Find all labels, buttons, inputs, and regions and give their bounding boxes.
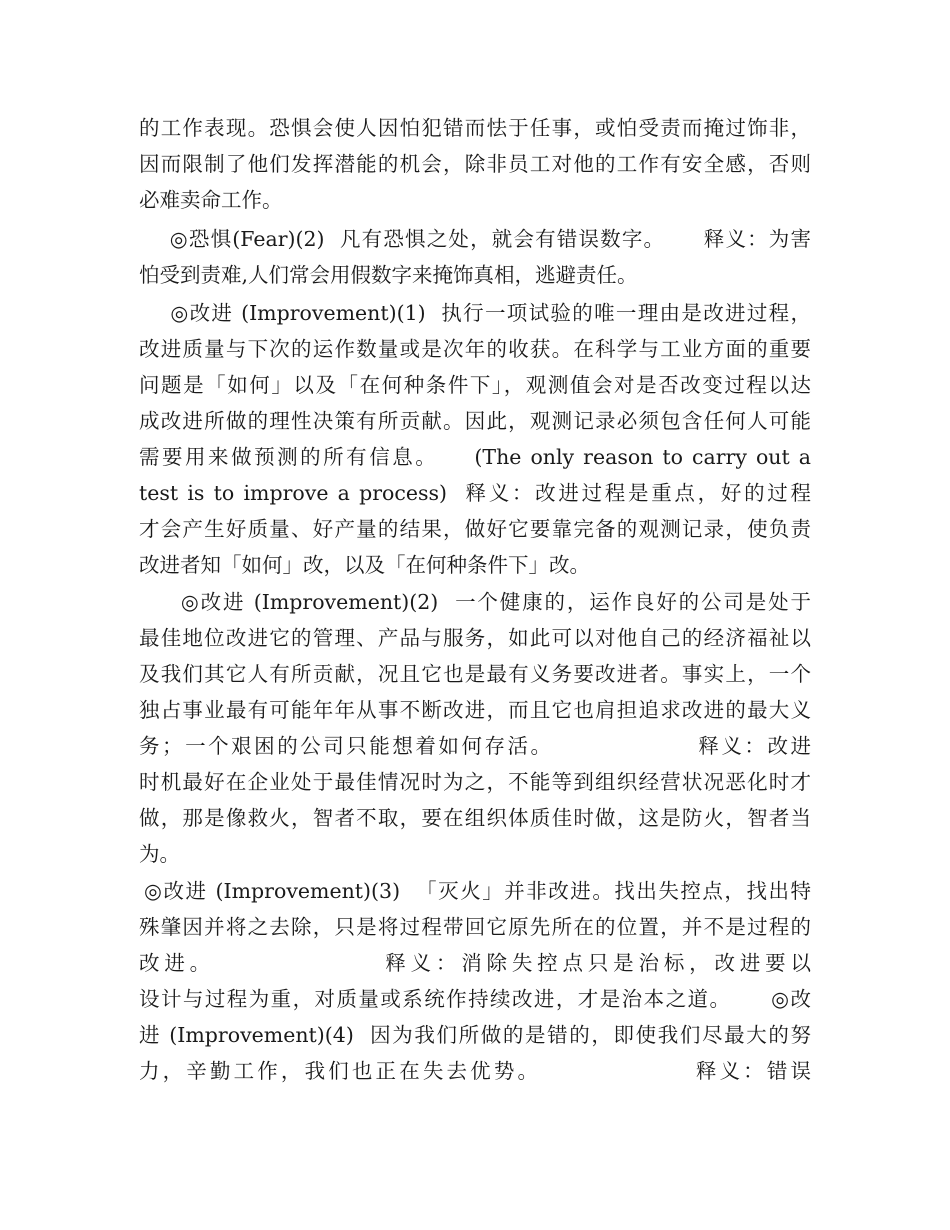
- text-line-20: 做，那是像救火，智者不取，要在组织体质佳时做，这是防火，智者当: [139, 806, 811, 830]
- text-line-5: 怕受到责难,人们常会用假数字来掩饰真相，逃避责任。: [139, 263, 638, 287]
- text-line-8: 问题是「如何」以及「在何种条件下」，观测值会对是否改变过程以达: [139, 373, 811, 397]
- text-line-12: 才会产生好质量、好产量的结果，做好它要靠完备的观测记录，使负责: [139, 517, 811, 541]
- text-line-4: ◎恐惧(Fear)(2) 凡有恐惧之处，就会有错误数字。 释义：为害: [139, 227, 811, 251]
- text-line-6: ◎改进 (Improvement)(1) 执行一项试验的唯一理由是改进过程，: [139, 301, 811, 325]
- text-line-25: 设计与过程为重，对质量或系统作持续改进，才是治本之道。 ◎改: [139, 987, 811, 1011]
- text-line-24: 改进。 释义：消除失控点只是治标，改进要以: [139, 951, 811, 975]
- text-line-3: 必难卖命工作。: [139, 188, 283, 212]
- text-line-21: 为。: [139, 842, 180, 866]
- text-line-9: 成改进所做的理性决策有所贡献。因此，观测记录必须包含任何人可能: [139, 409, 811, 433]
- text-line-22: ◎改进 (Improvement)(3) 「灭火」并非改进。找出失控点，找出特: [136, 879, 811, 903]
- text-line-7: 改进质量与下次的运作数量或是次年的收获。在科学与工业方面的重要: [139, 337, 811, 361]
- text-line-26: 进 (Improvement)(4) 因为我们所做的是错的，即使我们尽最大的努: [139, 1023, 811, 1047]
- text-line-15: 最佳地位改进它的管理、产品与服务，如此可以对他自己的经济福祉以: [139, 626, 811, 650]
- text-line-17: 独占事业最有可能年年从事不断改进，而且它也肩担追求改进的最大义: [139, 698, 811, 722]
- text-line-13: 改进者知「如何」改，以及「在何种条件下」改。: [139, 553, 590, 577]
- text-line-23: 殊肇因并将之去除，只是将过程带回它原先所在的位置，并不是过程的: [139, 915, 811, 939]
- text-line-2: 因而限制了他们发挥潜能的机会，除非员工对他的工作有安全感，否则: [139, 152, 811, 176]
- text-line-1: 的工作表现。恐惧会使人因怕犯错而怯于任事，或怕受责而掩过饰非，: [139, 116, 811, 140]
- text-line-10: 需要用来做预测的所有信息。 (The only reason to carry out a: [139, 445, 811, 469]
- text-line-11: test is to improve a process) 释义：改进过程是重点，好的过程: [139, 481, 811, 505]
- text-line-18: 务；一个艰困的公司只能想着如何存活。 释义：改进: [139, 734, 811, 758]
- text-line-16: 及我们其它人有所贡献，况且它也是最有义务要改进者。事实上，一个: [139, 662, 811, 686]
- text-line-14: ◎改进 (Improvement)(2) 一个健康的，运作良好的公司是处于: [139, 590, 811, 614]
- text-line-27: 力，辛勤工作，我们也正在失去优势。 释义：错误: [139, 1059, 811, 1083]
- text-line-19: 时机最好在企业处于最佳情况时为之，不能等到组织经营状况恶化时才: [139, 770, 811, 794]
